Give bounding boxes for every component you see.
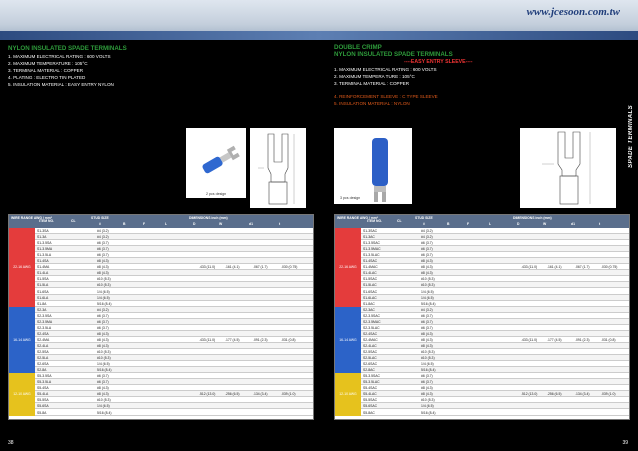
item-no: S5-3.5SA: [37, 374, 52, 379]
stud-size: #6 (3.7): [97, 253, 109, 258]
left-th-col-d: D: [193, 222, 196, 226]
group-dim-d: .091 (2.3): [575, 337, 590, 342]
stud-size: #4 (3.2): [421, 307, 433, 312]
left-th-dims: DIMENSIONS inch (mm): [189, 216, 228, 220]
stud-size: #4 (3.2): [421, 235, 433, 240]
stud-size: 5/16 (8.4): [97, 410, 112, 415]
table-row: [9, 240, 313, 246]
stud-size: #10 (5.3): [97, 350, 111, 354]
item-no: S1-4MA: [37, 265, 50, 270]
right-spec-1: 1. MAXIMUM ELECTRICAL RATING : 600 VOLTS: [334, 67, 437, 72]
stud-size: 1/4 (6.5): [97, 289, 110, 294]
right-spec-2: 2. MAXIMUM TEMPERA TURE : 105°C: [334, 74, 415, 79]
table-row: [335, 361, 629, 367]
table-row: [335, 307, 629, 313]
table-row: [9, 234, 313, 240]
item-no: S2-3AC: [363, 307, 375, 312]
stud-size: #10 (5.3): [421, 398, 435, 403]
table-row: [9, 373, 313, 379]
table-row: [9, 403, 313, 409]
left-th-col-b: B: [123, 222, 126, 226]
table-row: [335, 379, 629, 385]
group-dim-b: .433 (11.0): [521, 265, 538, 270]
wire-group-band: 12-10 AWG: [9, 373, 35, 415]
item-no: S1-4SA: [37, 259, 49, 264]
stud-size: #6 (3.7): [421, 241, 433, 246]
item-no: S5-3.5LA: [37, 380, 52, 385]
stud-size: #8 (4.3): [421, 271, 433, 276]
right-product-photo: [334, 128, 412, 204]
left-spec-3: 3. TERMINAL MATERIAL : COPPER: [8, 68, 84, 73]
group-dim-d: .091 (2.3): [253, 337, 268, 342]
item-no: S2-4MAC: [363, 337, 378, 342]
table-row: [9, 307, 313, 313]
group-dim-d: .134 (3.4): [253, 392, 268, 397]
item-no: S1-3.5MAC: [363, 247, 381, 252]
stud-size: #10 (5.3): [421, 277, 435, 282]
stud-size: #10 (5.3): [97, 356, 111, 361]
item-no: S1-3.5SAC: [363, 241, 380, 246]
website-url: www.jcesoon.com.tw: [526, 6, 620, 18]
item-no: S1-5LA: [37, 283, 49, 288]
right-th-col-f: F: [467, 222, 470, 226]
stud-size: #8 (4.3): [97, 271, 109, 276]
table-row: [335, 295, 629, 301]
left-page-number: 38: [8, 440, 14, 446]
stud-size: 5/16 (8.4): [421, 410, 436, 415]
group-dim-b: .433 (11.0): [199, 265, 216, 270]
item-no: S2-3.5SAC: [363, 313, 380, 318]
wire-group-band: 12-10 AWG: [335, 373, 361, 415]
right-spec-3: 3. TERMINAL MATERIAL : COPPER: [334, 81, 410, 86]
item-no: S1-4LAC: [363, 271, 377, 276]
item-no: S2-8AC: [363, 368, 375, 373]
group-dim-b: .512 (13.0): [521, 392, 538, 397]
item-no: S5-5SA: [37, 398, 49, 403]
item-no: S2-5SAC: [363, 350, 378, 354]
left-photo-label: 2 pcs design: [206, 192, 227, 196]
left-spec-2: 2. MAXIMUM TEMPERATURE : 105°C: [8, 61, 88, 66]
table-row: [335, 252, 629, 258]
right-th-wire: WIRE RANGE AWG / mm²: [337, 216, 378, 220]
stud-size: #6 (3.7): [421, 253, 433, 258]
item-no: S1-5SAC: [363, 277, 378, 282]
table-row: [335, 355, 629, 361]
wire-group-band: 22-16 AWG: [9, 228, 35, 307]
item-no: S2-3A: [37, 307, 47, 312]
item-no: S2-4SAC: [363, 331, 378, 336]
wire-group-band: 16-14 AWG: [335, 307, 361, 374]
header-stripe: [0, 31, 638, 40]
stud-size: #6 (3.7): [421, 319, 433, 324]
left-dimension-drawing: [250, 128, 306, 208]
stud-size: 1/4 (6.5): [421, 295, 434, 300]
group-dim-w: .030 (0.75): [281, 265, 298, 270]
right-title-2: NYLON INSULATED SPADE TERMINALS: [334, 51, 453, 58]
item-no: S1-3AC: [363, 235, 375, 240]
group-dim-w: .039 (1.0): [281, 392, 296, 397]
left-th-wire: WIRE RANGE AWG / mm²: [11, 216, 52, 220]
item-no: S1-4MAC: [363, 265, 378, 270]
stud-size: 5/16 (8.4): [421, 368, 436, 373]
group-dim-b: .433 (11.0): [199, 337, 216, 342]
item-no: S1-3SAC: [363, 229, 378, 233]
left-product-photo: [186, 128, 246, 198]
item-no: S2-3.5MA: [37, 319, 53, 324]
stud-size: #8 (4.3): [97, 392, 109, 397]
item-no: S2-5LAC: [363, 356, 377, 361]
stud-size: #6 (3.7): [421, 313, 433, 318]
stud-size: #6 (3.7): [421, 374, 433, 379]
item-no: S1-3.5SA: [37, 241, 52, 246]
table-row: [9, 343, 313, 349]
item-no: S1-3.5LA: [37, 253, 52, 258]
item-no: S2-5SA: [37, 350, 49, 354]
right-dimension-drawing: [520, 128, 616, 208]
group-dim-l: .161 (4.1): [225, 265, 240, 270]
group-dim-l: .256 (6.5): [547, 392, 562, 397]
stud-size: #8 (4.3): [421, 337, 433, 342]
stud-size: #8 (4.3): [97, 331, 109, 336]
stud-size: #6 (3.7): [421, 380, 433, 385]
stud-size: #8 (4.3): [97, 265, 109, 270]
item-no: S2-4SA: [37, 331, 49, 336]
table-row: [335, 319, 629, 325]
table-row: [335, 367, 629, 373]
stud-size: 1/4 (6.5): [421, 362, 434, 367]
stud-size: #8 (4.3): [97, 259, 109, 264]
stud-size: 1/4 (6.5): [421, 404, 434, 409]
right-table-header: [335, 215, 629, 228]
table-row: [9, 397, 313, 403]
stud-size: #6 (3.7): [97, 319, 109, 324]
right-th-stud: STUD SIZE: [415, 216, 433, 220]
stud-size: #6 (3.7): [97, 380, 109, 385]
table-row: [9, 295, 313, 301]
table-row: [9, 379, 313, 385]
table-row: [335, 397, 629, 403]
side-label: SPADE TERMINALS: [628, 105, 634, 168]
left-th-col-hash: #: [99, 222, 101, 226]
item-no: S5-4SA: [37, 386, 49, 391]
left-spec-table: [8, 214, 314, 420]
item-no: S5-3.5LAC: [363, 380, 380, 385]
table-row: [335, 228, 629, 234]
group-dim-w: .039 (1.0): [601, 392, 616, 397]
left-th-item: ITEM NO.: [39, 219, 55, 223]
stud-size: 1/4 (6.5): [97, 404, 110, 409]
table-row: [9, 228, 313, 234]
stud-size: #8 (4.3): [421, 386, 433, 391]
item-no: S1-3.5LAC: [363, 253, 380, 258]
table-row: [335, 410, 629, 416]
stud-size: #10 (5.3): [97, 398, 111, 403]
stud-size: #10 (5.3): [97, 277, 111, 282]
item-no: S2-6SAC: [363, 362, 378, 367]
item-no: S1-6LA: [37, 295, 49, 300]
right-th-col-hash: #: [423, 222, 425, 226]
group-dim-l: .161 (4.1): [547, 265, 562, 270]
table-row: [9, 282, 313, 288]
right-spec-5: 5. INSULATION MATERIAL : NYLON: [334, 101, 410, 106]
item-no: S1-6LAC: [363, 295, 377, 300]
item-no: S2-3.5LAC: [363, 325, 380, 330]
left-th-col-f: F: [143, 222, 146, 226]
item-no: S1-3.5MA: [37, 247, 53, 252]
stud-size: #6 (3.7): [421, 247, 433, 252]
item-no: S2-3.5SA: [37, 313, 52, 318]
item-no: S2-6SA: [37, 362, 49, 367]
item-no: S2-8A: [37, 368, 47, 373]
item-no: S1-4SAC: [363, 259, 378, 264]
item-no: S5-3.5SAC: [363, 374, 380, 379]
stud-size: #4 (3.2): [97, 307, 109, 312]
stud-size: #4 (3.2): [97, 229, 109, 233]
table-row: [9, 349, 313, 355]
table-row: [9, 361, 313, 367]
stud-size: #8 (4.3): [421, 265, 433, 270]
left-spec-5: 5. INSULATION MATERIAL : EASY ENTRY NYLON: [8, 82, 114, 87]
item-no: S2-4MA: [37, 337, 50, 342]
table-row: [9, 270, 313, 276]
stud-size: #6 (3.7): [97, 374, 109, 379]
table-row: [9, 252, 313, 258]
left-th-col-d1: d1: [249, 222, 253, 226]
right-th-col-b: B: [447, 222, 450, 226]
stud-size: #10 (5.3): [421, 350, 435, 354]
right-th-item: ITEM NO.: [367, 219, 383, 223]
stud-size: #6 (3.7): [97, 325, 109, 330]
item-no: S5-8AC: [363, 410, 375, 415]
item-no: S5-6SA: [37, 404, 49, 409]
wire-group-band: 22-16 AWG: [335, 228, 361, 307]
item-no: S5-4SAC: [363, 386, 378, 391]
item-no: S1-5LAC: [363, 283, 377, 288]
item-no: S5-6SAC: [363, 404, 378, 409]
table-row: [335, 325, 629, 331]
item-no: S1-3A: [37, 235, 47, 240]
table-row: [9, 246, 313, 252]
left-spec-4: 4. PLATING : ELECTRO TIN PLATED: [8, 75, 86, 80]
stud-size: #6 (3.7): [97, 313, 109, 318]
item-no: S1-6SA: [37, 289, 49, 294]
stud-size: #10 (5.3): [97, 283, 111, 288]
group-dim-w: .031 (0.8): [601, 337, 616, 342]
table-row: [9, 289, 313, 295]
stud-size: #6 (3.7): [97, 241, 109, 246]
table-row: [335, 246, 629, 252]
right-th-col-d: D: [517, 222, 520, 226]
right-th-col-d1: d1: [571, 222, 575, 226]
left-th-cl: CL: [71, 219, 76, 223]
table-row: [9, 325, 313, 331]
item-no: S5-8A: [37, 410, 47, 415]
left-th-stud: STUD SIZE: [91, 216, 109, 220]
right-page-number: 39: [622, 440, 628, 446]
stud-size: 5/16 (8.4): [97, 368, 112, 373]
table-row: [335, 343, 629, 349]
stud-size: 1/4 (6.5): [97, 295, 110, 300]
right-subtitle: ----EASY ENTRY SLEEVE----: [404, 59, 473, 65]
stud-size: #10 (5.3): [421, 356, 435, 361]
group-dim-w: .030 (0.75): [601, 265, 618, 270]
right-th-col-w: W: [543, 222, 547, 226]
right-th-col-l: L: [489, 222, 492, 226]
stud-size: #8 (4.3): [97, 337, 109, 342]
group-dim-l: .177 (4.5): [547, 337, 562, 342]
stud-size: #4 (3.2): [421, 229, 433, 233]
item-no: S5-4LA: [37, 392, 49, 397]
table-row: [9, 301, 313, 307]
group-dim-l: .177 (4.5): [225, 337, 240, 342]
right-th-cl: CL: [397, 219, 402, 223]
group-dim-l: .256 (6.5): [225, 392, 240, 397]
item-no: S1-4LA: [37, 271, 49, 276]
item-no: S2-5LA: [37, 356, 49, 361]
group-dim-d: .067 (1.7): [575, 265, 590, 270]
table-row: [335, 240, 629, 246]
stud-size: #8 (4.3): [97, 343, 109, 348]
item-no: S1-8AC: [363, 301, 375, 306]
right-th-col-t: t: [599, 222, 601, 226]
stud-size: #4 (3.2): [97, 235, 109, 240]
item-no: S5-5SAC: [363, 398, 378, 403]
item-no: S2-4LAC: [363, 343, 377, 348]
table-row: [335, 373, 629, 379]
item-no: S1-5SA: [37, 277, 49, 282]
table-row: [9, 355, 313, 361]
table-row: [335, 234, 629, 240]
item-no: S5-4LAC: [363, 392, 377, 397]
stud-size: #6 (3.7): [97, 247, 109, 252]
right-title-1: DOUBLE CRIMP: [334, 44, 382, 51]
table-row: [335, 276, 629, 282]
left-title: NYLON INSULATED SPADE TERMINALS: [8, 45, 127, 52]
stud-size: #8 (4.3): [97, 386, 109, 391]
stud-size: #8 (4.3): [421, 259, 433, 264]
table-row: [9, 367, 313, 373]
table-row: [335, 270, 629, 276]
table-row: [335, 301, 629, 307]
left-th-col-w: W: [219, 222, 223, 226]
table-row: [335, 282, 629, 288]
table-row: [9, 276, 313, 282]
item-no: S1-6SAC: [363, 289, 378, 294]
group-dim-d: .134 (3.4): [575, 392, 590, 397]
left-th-col-t: t: [279, 222, 281, 226]
right-photo-label: 3 pcs design: [340, 196, 361, 200]
left-th-col-l: L: [165, 222, 168, 226]
stud-size: #8 (4.3): [421, 331, 433, 336]
table-row: [9, 313, 313, 319]
stud-size: 1/4 (6.5): [421, 289, 434, 294]
stud-size: 5/16 (8.4): [97, 301, 112, 306]
group-dim-w: .031 (0.8): [281, 337, 296, 342]
table-row: [335, 349, 629, 355]
group-dim-b: .512 (13.0): [199, 392, 216, 397]
group-dim-d: .067 (1.7): [253, 265, 268, 270]
right-spec-4: 4. REINFORCEMENT SLEEVE : C TYPE SLEEVE: [334, 94, 438, 99]
table-row: [335, 313, 629, 319]
stud-size: 1/4 (6.5): [97, 362, 110, 367]
table-row: [335, 403, 629, 409]
stud-size: #8 (4.3): [421, 392, 433, 397]
stud-size: 5/16 (8.4): [421, 301, 436, 306]
item-no: S2-4LA: [37, 343, 49, 348]
stud-size: #10 (5.3): [421, 283, 435, 288]
table-row: [335, 289, 629, 295]
table-row: [9, 410, 313, 416]
item-no: S2-3.5LA: [37, 325, 52, 330]
right-spec-table: [334, 214, 630, 420]
right-th-dims: DIMENSIONS inch (mm): [513, 216, 552, 220]
left-specs: [8, 53, 114, 88]
stud-size: #8 (4.3): [421, 343, 433, 348]
item-no: S2-3.5MAC: [363, 319, 381, 324]
item-no: S1-8A: [37, 301, 47, 306]
table-row: [9, 319, 313, 325]
left-spec-1: 1. MAXIMUM ELECTRICAL RATING : 600 VOLTS: [8, 54, 111, 59]
stud-size: #6 (3.7): [421, 325, 433, 330]
item-no: S1-3SA: [37, 229, 49, 233]
header-bar: [0, 0, 638, 40]
left-table-header: [9, 215, 313, 228]
right-specs: [334, 66, 438, 107]
wire-group-band: 16-14 AWG: [9, 307, 35, 374]
group-dim-b: .433 (11.0): [521, 337, 538, 342]
